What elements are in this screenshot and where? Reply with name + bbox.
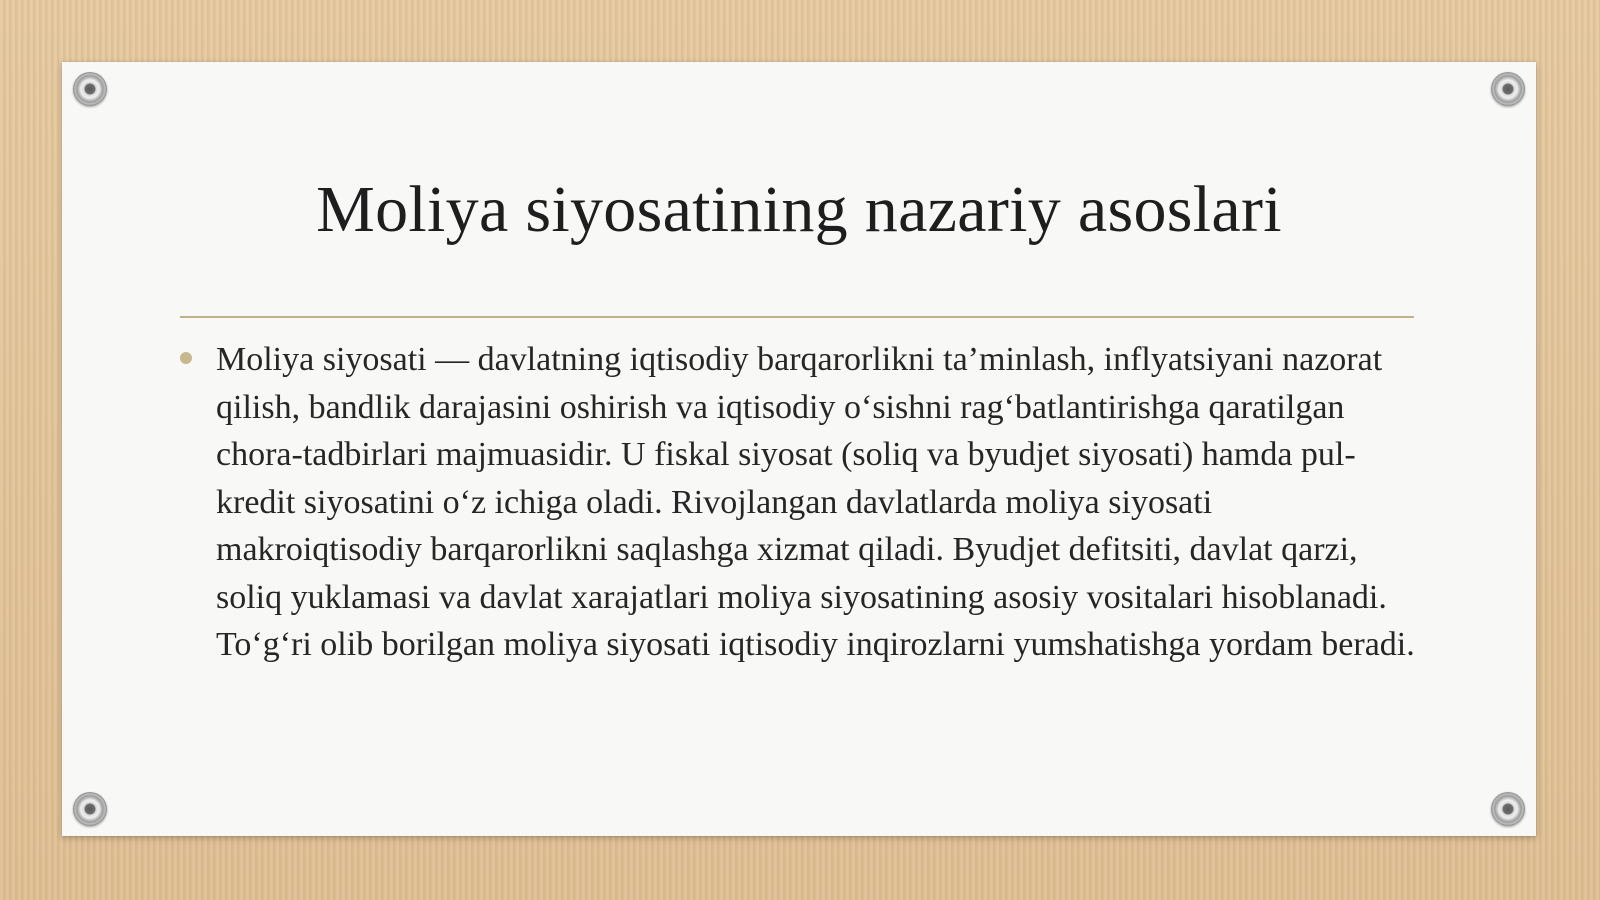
bullet-text: Moliya siyosati — davlatning iqtisodiy barqarorlikni ta’minlash, inflyatsiyani nazorat qilish, bandlik darajasini oshirish va iqtisodiy o‘sishni rag‘batlantirishga qaratilgan chora-tadbirlari majmuasidir. U fiskal siyosat (soliq va byudjet siyosati) hamda pul-kredit siyosatini o‘z ichiga oladi. Rivojlangan davlatlarda moliya siyosati makroiqtisodiy barqarorlikni saqlashga xizmat qiladi. Byudjet defitsiti, davlat qarzi, soliq yuklamasi va davlat xarajatlari moliya siyosatining asosiy vositalari hisoblanadi. To‘g‘ri olib borilgan moliya siyosati iqtisodiy inqirozlarni yumshatishga yordam beradi. xyxy=(216,341,1415,663)
slide-content xyxy=(180,336,1420,669)
grommet-icon xyxy=(1491,72,1525,106)
slide-card xyxy=(62,62,1536,836)
slide-title: Moliya siyosatining nazariy asoslari xyxy=(316,173,1282,246)
grommet-icon xyxy=(73,792,107,826)
bullet-item xyxy=(180,336,1420,669)
title-divider xyxy=(180,316,1414,318)
grommet-icon xyxy=(1491,792,1525,826)
bullet-icon xyxy=(180,352,192,364)
grommet-icon xyxy=(73,72,107,106)
